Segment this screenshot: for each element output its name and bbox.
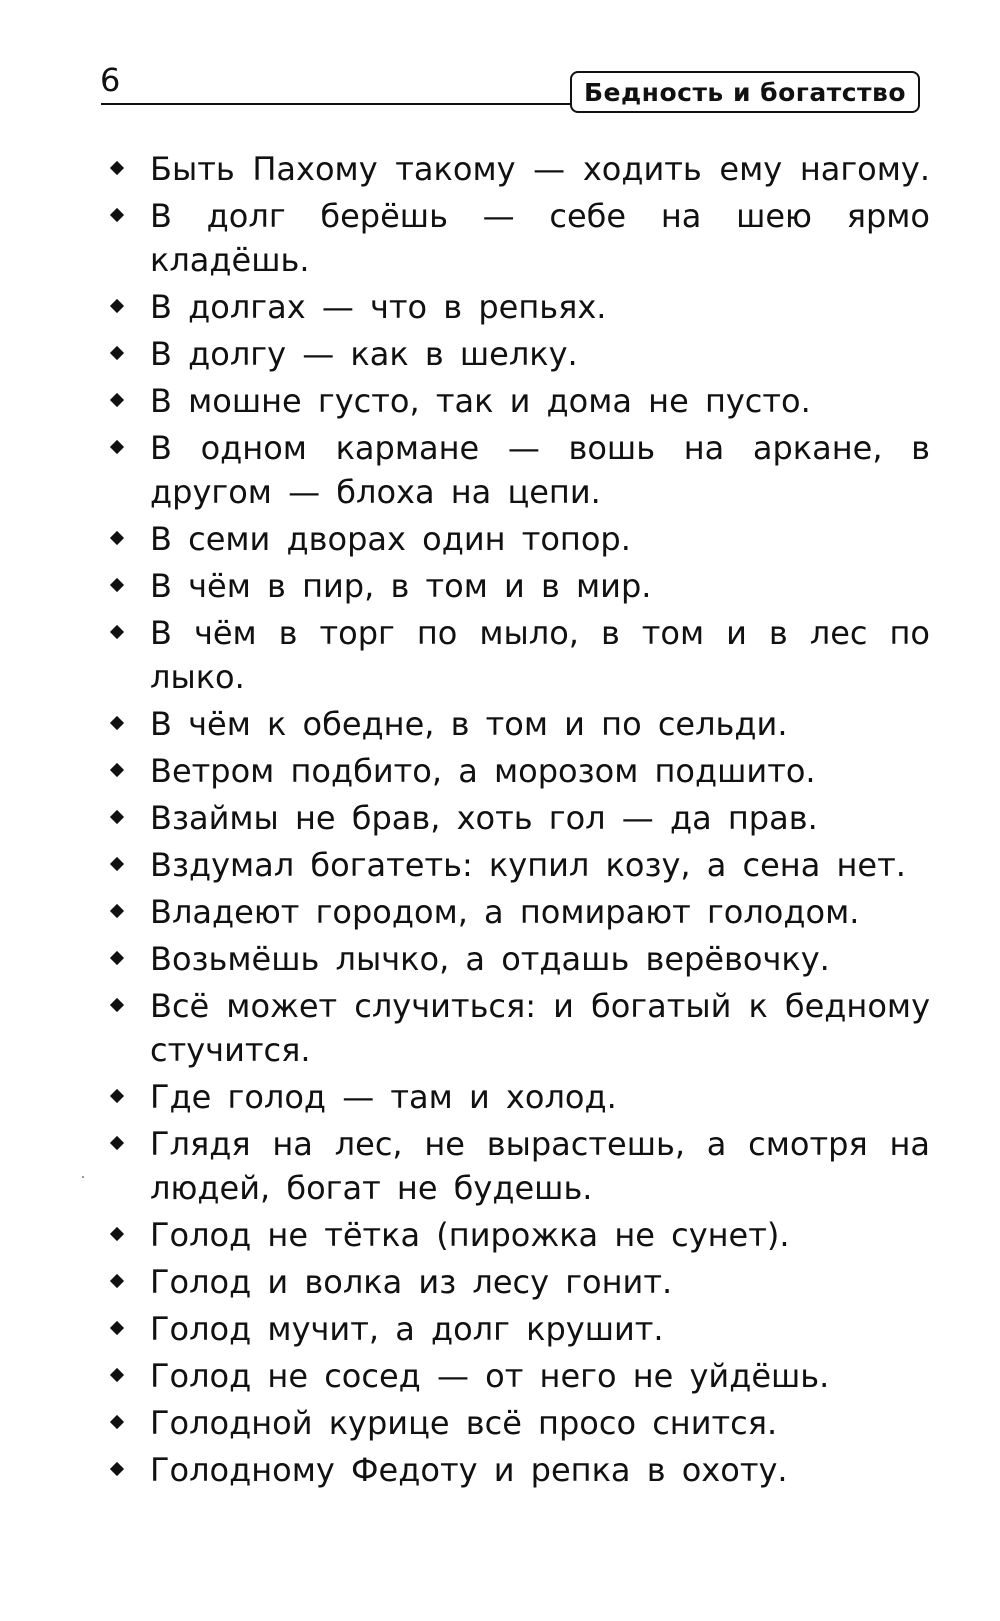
proverb-item [110, 702, 930, 746]
diamond-bullet-icon [110, 1136, 124, 1150]
proverb-text: В одном кармане — вошь на аркане, в другом — блоха на цепи. [150, 429, 930, 511]
proverb-item [110, 564, 930, 608]
proverb-item [110, 426, 930, 514]
proverb-text: В долгу — как в шелку. [150, 335, 578, 373]
diamond-bullet-icon [110, 763, 124, 777]
proverb-item [110, 194, 930, 282]
diamond-bullet-icon [110, 531, 124, 545]
diamond-bullet-icon [110, 1321, 124, 1335]
diamond-bullet-icon [110, 857, 124, 871]
proverb-text: В семи дворах один топор. [150, 520, 631, 558]
diamond-bullet-icon [110, 951, 124, 965]
proverb-item [110, 147, 930, 191]
diamond-bullet-icon [110, 161, 124, 175]
diamond-bullet-icon [110, 716, 124, 730]
diamond-bullet-icon [110, 578, 124, 592]
proverb-text: Где голод — там и холод. [150, 1078, 617, 1116]
proverb-text: Голод и волка из лесу гонит. [150, 1263, 673, 1301]
diamond-bullet-icon [110, 1274, 124, 1288]
diamond-bullet-icon [110, 1415, 124, 1429]
proverb-text: Голод не сосед — от него не уйдёшь. [150, 1357, 830, 1395]
proverb-text: В долг берёшь — себе на шею ярмо кладёшь. [150, 197, 930, 279]
proverb-item [110, 1307, 930, 1351]
diamond-bullet-icon [110, 904, 124, 918]
proverb-item [110, 749, 930, 793]
proverb-item [110, 1213, 930, 1257]
proverb-item [110, 937, 930, 981]
proverb-item [110, 1401, 930, 1445]
proverb-item [110, 796, 930, 840]
proverb-text: Всё может случиться: и богатый к бедному стучится. [150, 987, 930, 1069]
diamond-bullet-icon [110, 299, 124, 313]
proverb-item [110, 984, 930, 1072]
proverb-item [110, 379, 930, 423]
proverb-item [110, 1122, 930, 1210]
proverb-text: В чём в торг по мыло, в том и в лес по лыко. [150, 614, 930, 696]
proverb-item [110, 1354, 930, 1398]
proverb-text: В чём к обедне, в том и по сельди. [150, 705, 788, 743]
proverb-item [110, 517, 930, 561]
diamond-bullet-icon [110, 810, 124, 824]
proverb-text: Голод не тётка (пирожка не сунет). [150, 1216, 790, 1254]
proverb-item [110, 611, 930, 699]
proverb-text: Голодному Федоту и репка в охоту. [150, 1451, 788, 1489]
proverb-item [110, 332, 930, 376]
diamond-bullet-icon [110, 346, 124, 360]
diamond-bullet-icon [110, 1089, 124, 1103]
proverb-text: Взаймы не брав, хоть гол — да прав. [150, 799, 818, 837]
diamond-bullet-icon [110, 625, 124, 639]
proverb-item [110, 1075, 930, 1119]
proverb-item [110, 1260, 930, 1304]
diamond-bullet-icon [110, 998, 124, 1012]
diamond-bullet-icon [110, 1227, 124, 1241]
proverb-text: В долгах — что в репьях. [150, 288, 607, 326]
proverb-text: Голод мучит, а долг крушит. [150, 1310, 664, 1348]
section-title-tab: Бедность и богатство [570, 71, 920, 113]
proverb-list [110, 147, 930, 1495]
proverb-text: Быть Пахому такому — ходить ему нагому. [150, 150, 930, 188]
proverb-text: Глядя на лес, не вырастешь, а смотря на людей, богат не будешь. [150, 1125, 930, 1207]
page-number: 6 [100, 61, 121, 99]
proverb-text: Голодной курице всё просо снится. [150, 1404, 778, 1442]
diamond-bullet-icon [110, 440, 124, 454]
header-rule [101, 103, 571, 105]
diamond-bullet-icon [110, 208, 124, 222]
diamond-bullet-icon [110, 1462, 124, 1476]
margin-speck [82, 1176, 84, 1178]
proverb-text: Вздумал богатеть: купил козу, а сена нет. [150, 846, 906, 884]
proverb-text: Владеют городом, а помирают голодом. [150, 893, 860, 931]
proverb-text: Ветром подбито, а морозом подшито. [150, 752, 816, 790]
proverb-text: В чём в пир, в том и в мир. [150, 567, 652, 605]
proverb-item [110, 890, 930, 934]
proverb-text: В мошне густо, так и дома не пусто. [150, 382, 811, 420]
proverb-text: Возьмёшь лычко, а отдашь верёвочку. [150, 940, 830, 978]
proverb-item [110, 1448, 930, 1492]
proverb-item [110, 843, 930, 887]
diamond-bullet-icon [110, 393, 124, 407]
diamond-bullet-icon [110, 1368, 124, 1382]
proverb-item [110, 285, 930, 329]
